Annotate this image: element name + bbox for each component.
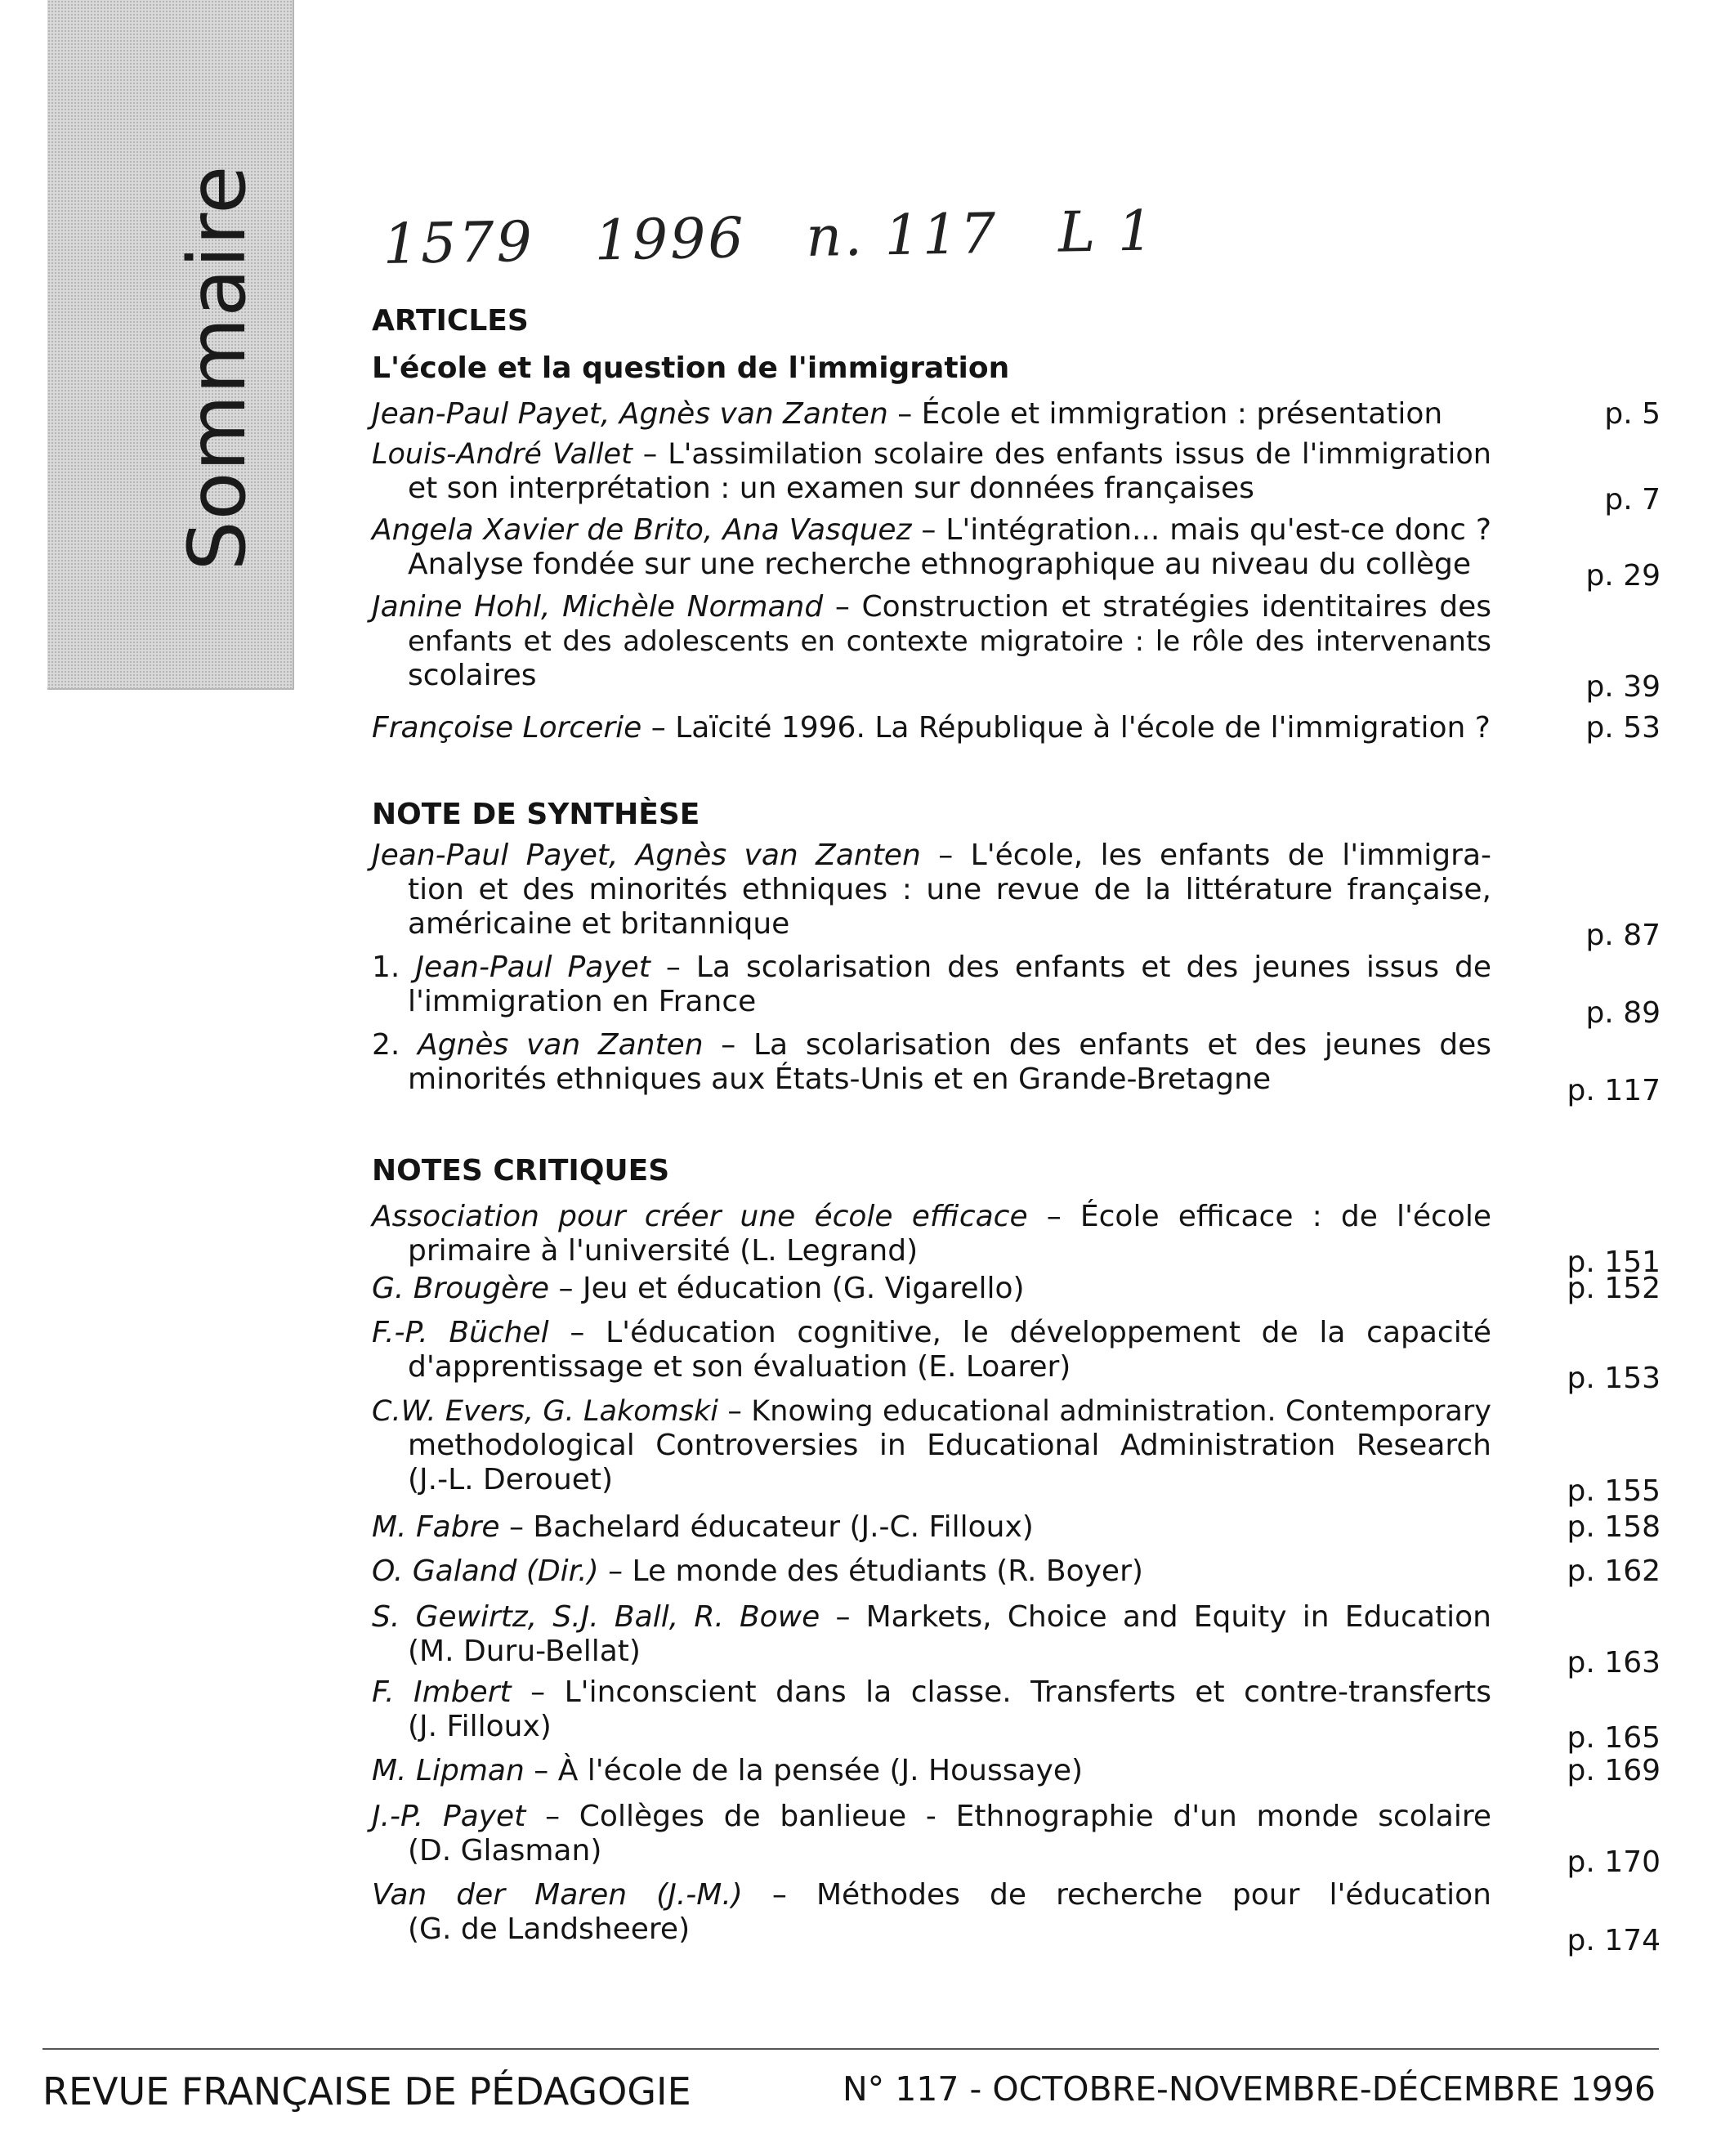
- entry-title: – Collèges de banlieue - Ethnographie d'un monde scolaire: [525, 1800, 1491, 1833]
- section-heading: ARTICLES: [372, 304, 529, 338]
- toc-entry: [372, 1554, 1491, 1589]
- entry-title: – Markets, Choice and Equity in Education: [820, 1600, 1491, 1634]
- entry-continuation-line: [372, 659, 1491, 693]
- entry-author: G. Brougère: [372, 1272, 550, 1305]
- toc-entry: [372, 1272, 1491, 1306]
- entry-page-number: p. 5: [1604, 397, 1661, 431]
- toc-entry: [372, 397, 1491, 432]
- entry-number: 1.: [372, 951, 416, 984]
- entry-page-number: p. 158: [1567, 1510, 1661, 1544]
- toc-entry: [372, 1510, 1491, 1545]
- entry-page-number: p. 117: [1567, 1074, 1661, 1107]
- entry-continuation-line: [372, 985, 1491, 1019]
- entry-continuation-line: [372, 1350, 1491, 1384]
- entry-author: M. Lipman: [372, 1754, 525, 1787]
- toc-entry: [372, 1675, 1491, 1744]
- entry-title: minorités ethniques aux États-Unis et en Grande-Bretagne: [408, 1062, 1272, 1096]
- entry-continuation-line: [372, 873, 1491, 907]
- entry-author: M. Fabre: [372, 1510, 500, 1544]
- entry-title: – À l'école de la pensée (J. Houssaye): [524, 1754, 1084, 1787]
- entry-first-line: [372, 711, 1491, 745]
- entry-page-number: p. 162: [1567, 1554, 1661, 1588]
- entry-title: – Laïcité 1996. La République à l'école de l'immigration ?: [641, 711, 1491, 745]
- entry-title: (G. de Landsheere): [408, 1912, 691, 1946]
- entry-page-number: p. 7: [1604, 483, 1661, 517]
- section-subheading: L'école et la question de l'immigration: [372, 351, 1010, 385]
- entry-page-number: p. 155: [1567, 1474, 1661, 1508]
- entry-first-line: [372, 1316, 1491, 1350]
- entry-author: Louis-André Vallet: [372, 438, 633, 471]
- entry-page-number: p. 151: [1567, 1246, 1661, 1279]
- toc-entry: [372, 590, 1491, 693]
- entry-continuation-line: [372, 472, 1491, 506]
- entry-author: Association pour créer une école efficace: [372, 1200, 1028, 1233]
- entry-title: – La scolarisation des enfants et des jeunes issus de: [650, 951, 1491, 984]
- entry-continuation-line: [372, 624, 1491, 659]
- footer-journal-title: REVUE FRANÇAISE DE PÉDAGOGIE: [42, 2069, 691, 2114]
- entry-author: C.W. Evers, G. Lakomski: [372, 1395, 718, 1428]
- toc-entry: [372, 1200, 1491, 1268]
- entry-title: tion et des minorités ethniques : une revue de la littérature française,: [408, 873, 1491, 906]
- entry-author: F. Imbert: [372, 1675, 512, 1709]
- entry-title: américaine et britannique: [408, 907, 790, 941]
- entry-first-line: [372, 1028, 1491, 1062]
- handwritten-note: 1579 1996 n. 117 L 1: [382, 199, 1156, 277]
- entry-page-number: p. 169: [1567, 1754, 1661, 1787]
- entry-continuation-line: [372, 1429, 1491, 1463]
- footer-rule: [42, 2048, 1659, 2050]
- toc-entry: [372, 1754, 1491, 1788]
- toc-entry: [372, 1600, 1491, 1669]
- entry-continuation-line: [372, 1912, 1491, 1947]
- entry-title: d'apprentissage et son évaluation (E. Loarer): [408, 1350, 1071, 1384]
- entry-title: – École et immigration : présentation: [887, 397, 1443, 431]
- entry-page-number: p. 89: [1585, 996, 1661, 1030]
- entry-title: Analyse fondée sur une recherche ethnographique au niveau du collège: [408, 548, 1471, 581]
- entry-continuation-line: [372, 1710, 1491, 1744]
- toc-entry: [372, 711, 1491, 745]
- toc-entry: [372, 1394, 1491, 1497]
- toc-entry: [372, 839, 1491, 942]
- entry-title: – Knowing educational administration. Contemporary: [717, 1395, 1491, 1428]
- entry-title: – Bachelard éducateur (J.-C. Filloux): [499, 1510, 1034, 1544]
- entry-title: methodological Controversies in Educational Administration Research: [408, 1429, 1491, 1462]
- entry-page-number: p. 39: [1585, 670, 1661, 704]
- entry-first-line: [372, 1200, 1491, 1234]
- entry-title: – L'assimilation scolaire des enfants issus de l'immigration: [632, 438, 1491, 471]
- entry-first-line: [372, 397, 1491, 432]
- entry-continuation-line: [372, 1463, 1491, 1497]
- entry-page-number: p. 170: [1567, 1845, 1661, 1879]
- entry-continuation-line: [372, 1062, 1491, 1097]
- entry-title: scolaires: [408, 659, 537, 692]
- entry-title: – L'école, les enfants de l'immigra-: [920, 839, 1491, 872]
- entry-first-line: [372, 1510, 1491, 1545]
- toc-entry: [372, 513, 1491, 582]
- toc-entry: [372, 951, 1491, 1019]
- entry-title: (D. Glasman): [408, 1834, 602, 1867]
- entry-author: O. Galand (Dir.): [372, 1554, 599, 1588]
- entry-continuation-line: [372, 1635, 1491, 1669]
- toc-entry: [372, 437, 1491, 506]
- entry-author: Janine Hohl, Michèle Normand: [372, 590, 824, 624]
- entry-title: (J. Filloux): [408, 1710, 552, 1743]
- entry-page-number: p. 152: [1567, 1272, 1661, 1305]
- entry-continuation-line: [372, 1834, 1491, 1868]
- entry-title: – L'éducation cognitive, le développement de la capacité: [548, 1316, 1491, 1349]
- entry-title: primaire à l'université (L. Legrand): [408, 1234, 919, 1268]
- entry-first-line: [372, 1878, 1491, 1912]
- entry-title: (M. Duru-Bellat): [408, 1635, 641, 1668]
- entry-author: S. Gewirtz, S.J. Ball, R. Bowe: [372, 1600, 820, 1634]
- entry-author: Jean-Paul Payet: [415, 951, 650, 984]
- entry-title: – L'inconscient dans la classe. Transferts et contre-transferts: [511, 1675, 1492, 1709]
- toc-entry: [372, 1878, 1491, 1947]
- entry-first-line: [372, 1272, 1491, 1306]
- toc-entry: [372, 1028, 1491, 1097]
- entry-first-line: [372, 1754, 1491, 1788]
- entry-title: l'immigration en France: [408, 985, 757, 1018]
- entry-page-number: p. 153: [1567, 1362, 1661, 1395]
- entry-author: Van der Maren (J.-M.): [372, 1878, 743, 1912]
- entry-first-line: [372, 1394, 1491, 1429]
- entry-title: – Jeu et éducation (G. Vigarello): [549, 1272, 1025, 1305]
- toc-entry: [372, 1316, 1491, 1384]
- entry-title: – Le monde des étudiants (R. Boyer): [598, 1554, 1143, 1588]
- entry-title: – Construction et stratégies identitaires des: [823, 590, 1491, 624]
- entry-author: Françoise Lorcerie: [372, 711, 642, 745]
- entry-first-line: [372, 1675, 1491, 1710]
- entry-page-number: p. 87: [1585, 919, 1661, 952]
- entry-author: Jean-Paul Payet, Agnès van Zanten: [372, 839, 921, 872]
- entry-title: – L'intégration... mais qu'est-ce donc ?: [911, 513, 1491, 547]
- entry-page-number: p. 53: [1585, 711, 1661, 745]
- sidebar-panel: [47, 0, 294, 690]
- footer-issue-info: N° 117 - OCTOBRE-NOVEMBRE-DÉCEMBRE 1996: [843, 2069, 1656, 2109]
- entry-title: – La scolarisation des enfants et des jeunes des: [703, 1028, 1491, 1062]
- entry-continuation-line: [372, 548, 1491, 582]
- entry-page-number: p. 29: [1585, 559, 1661, 593]
- entry-author: Angela Xavier de Brito, Ana Vasquez: [372, 513, 912, 547]
- entry-first-line: [372, 590, 1491, 624]
- sidebar-title: Sommaire: [172, 164, 263, 571]
- entry-title: – École efficace : de l'école: [1027, 1200, 1491, 1233]
- entry-continuation-line: [372, 907, 1491, 942]
- entry-title: – Méthodes de recherche pour l'éducation: [742, 1878, 1491, 1912]
- entry-author: Jean-Paul Payet, Agnès van Zanten: [372, 397, 888, 431]
- entry-author: J.-P. Payet: [372, 1800, 526, 1833]
- entry-page-number: p. 174: [1567, 1924, 1661, 1957]
- entry-continuation-line: [372, 1234, 1491, 1268]
- entry-first-line: [372, 513, 1491, 548]
- entry-number: 2.: [372, 1028, 418, 1062]
- entry-first-line: [372, 839, 1491, 873]
- entry-first-line: [372, 1800, 1491, 1834]
- entry-author: F.-P. Büchel: [372, 1316, 549, 1349]
- entry-first-line: [372, 1600, 1491, 1635]
- entry-title: enfants et des adolescents en contexte migratoire : le rôle des intervenants: [408, 625, 1491, 658]
- entry-page-number: p. 163: [1567, 1646, 1661, 1680]
- entry-author: Agnès van Zanten: [418, 1028, 704, 1062]
- section-heading: NOTE DE SYNTHÈSE: [372, 798, 700, 831]
- entry-page-number: p. 165: [1567, 1721, 1661, 1755]
- entry-first-line: [372, 437, 1491, 472]
- entry-title: et son interprétation : un examen sur données françaises: [408, 472, 1254, 505]
- entry-first-line: [372, 951, 1491, 985]
- entry-first-line: [372, 1554, 1491, 1589]
- section-heading: NOTES CRITIQUES: [372, 1154, 670, 1188]
- toc-entry: [372, 1800, 1491, 1868]
- entry-title: (J.-L. Derouet): [408, 1463, 614, 1496]
